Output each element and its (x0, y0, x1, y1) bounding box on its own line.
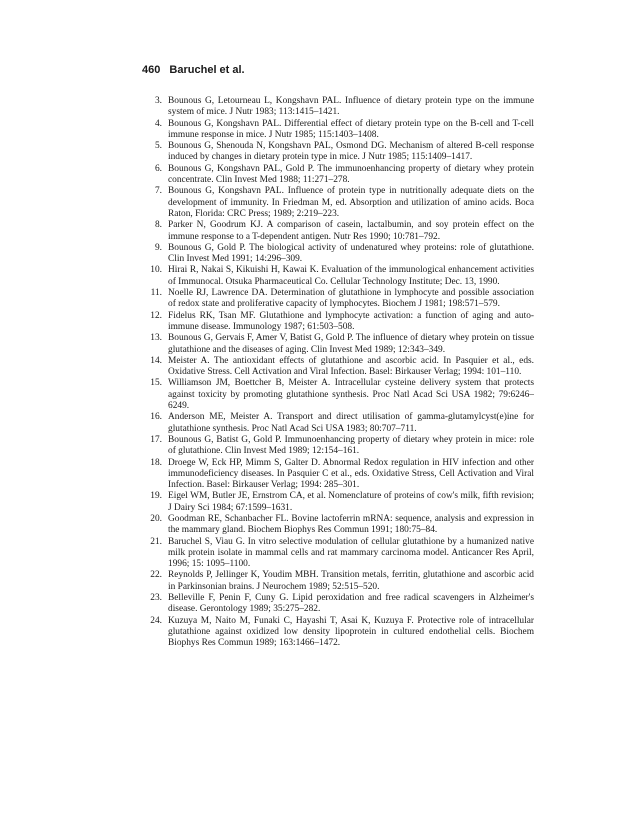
reference-item (142, 96, 534, 119)
reference-text: Goodman RE, Schanbacher FL. Bovine lactoferrin mRNA: sequence, analysis and expression in the mammary gland. Biochem Biophys Res Commun 1991; 180:75–84. (168, 513, 534, 536)
reference-item (142, 288, 534, 311)
reference-text: Meister A. The antioxidant effects of glutathione and ascorbic acid. In Pasquier et al., eds. Oxidative Stress. Cell Activation and Viral Infection. Basel: Birkauser Verlag; 1994: 101–110. (168, 355, 534, 378)
reference-text: Parker N, Goodrum KJ. A comparison of casein, lactalbumin, and soy protein effect on the immune response to a T-dependent antigen. Nutr Res 1990; 10:781–792. (168, 220, 534, 242)
reference-text: Bounous G, Kongshavn PAL. Influence of protein type in nutritionally adequate diets on the development of immunity. In Friedman M, ed. Absorption and utilization of amino acids. Boca Raton, Florida: CRC Press; 1989; 2:219–223. (168, 186, 534, 219)
reference-number: 8. (154, 220, 162, 231)
reference-item (142, 491, 534, 514)
reference-item (142, 616, 534, 650)
reference-item (142, 435, 534, 458)
reference-text: Noelle RJ, Lawrence DA. Determination of glutathione in lymphocyte and possible association of redox state and proliferative capacity of lymphocytes. Biochem J 1981; 198:571–579. (168, 288, 534, 310)
reference-text: Williamson JM, Boettcher B, Meister A. Intracellular cysteine delivery system that protects against toxicity by promoting glutathione synthesis. Proc Natl Acad Sci USA 1982; 79:6246–6249. (168, 378, 534, 412)
reference-item (142, 220, 534, 243)
reference-number: 14. (150, 355, 162, 366)
reference-number: 16. (150, 412, 162, 423)
reference-number: 11. (150, 288, 162, 299)
reference-number: 17. (150, 434, 162, 445)
reference-item (142, 570, 534, 593)
reference-text: Fidelus RK, Tsan MF. Glutathione and lymphocyte activation: a function of aging and auto-immune disease. Immunology 1987; 61:503–508. (168, 310, 534, 332)
reference-number: 4. (154, 118, 162, 129)
reference-number: 19. (150, 491, 162, 502)
running-title: Baruchel et al. (169, 64, 245, 76)
reference-item (142, 311, 534, 334)
reference-text: Bounous G, Batist G, Gold P. Immunoenhancing property of dietary whey protein in mice: role of glutathione. Clin Invest Med 1989; 12:154–161. (168, 434, 534, 457)
reference-item (142, 119, 534, 142)
reference-list (142, 96, 534, 650)
page-number: 460 (142, 64, 161, 76)
reference-number: 24. (150, 615, 162, 626)
running-header (142, 64, 245, 76)
reference-text: Bounous G, Shenouda N, Kongshavn PAL, Osmond DG. Mechanism of altered B-cell response induced by changes in dietary protein type in mice. J Nutr 1985; 115:1409–1417. (168, 141, 534, 163)
reference-text: Baruchel S, Viau G. In vitro selective modulation of cellular glutathione by a humanized native milk protein isolate in mammal cells and rat mammary carcinoma model. Anticancer Res April, 1996; 15: 1095–1100. (168, 536, 534, 570)
reference-number: 5. (154, 141, 162, 152)
reference-number: 21. (150, 536, 162, 547)
reference-text: Anderson ME, Meister A. Transport and direct utilisation of gamma-glutamylcyst(e)ine for glutathione synthesis. Proc Natl Acad Sci USA 1983; 80:707–711. (168, 412, 534, 434)
reference-number: 7. (154, 186, 162, 197)
reference-text: Bounous G, Letourneau L, Kongshavn PAL. Influence of dietary protein type on the immune system of mice. J Nutr 1983; 113:1415–1421. (168, 96, 534, 118)
reference-number: 6. (154, 163, 162, 174)
reference-text: Bounous G, Gervais F, Amer V, Batist G, Gold P. The influence of dietary whey protein on tissue glutathione and the diseases of aging. Clin Invest Med 1989; 12:343–349. (168, 333, 534, 355)
reference-text: Bounous G, Gold P. The biological activity of undenatured whey proteins: role of glutathione. Clin Invest Med 1991; 14:296–309. (168, 242, 534, 265)
reference-number: 23. (150, 593, 162, 604)
reference-item (142, 265, 534, 288)
reference-text: Bounous G, Kongshavn PAL, Gold P. The immunoenhancing property of dietary whey protein concentrate. Clin Invest Med 1988; 11:271–278. (168, 163, 534, 186)
reference-text: Droege W, Eck HP, Mimm S, Galter D. Abnormal Redox regulation in HIV infection and other immunodeficiency diseases. In Pasquier C et al., eds. Oxidative Stress, Cell Activation and Viral Infection. Basel: Birkauser Verlag; 1994: 285–301. (168, 457, 534, 491)
reference-item (142, 412, 534, 435)
reference-number: 3. (154, 96, 162, 106)
reference-item (142, 141, 534, 164)
reference-number: 15. (150, 378, 162, 389)
reference-item (142, 164, 534, 187)
reference-item (142, 593, 534, 616)
reference-number: 22. (150, 570, 162, 581)
reference-text: Belleville F, Penin F, Cuny G. Lipid peroxidation and free radical scavengers in Alzheimer's disease. Gerontology 1989; 35:275–282. (168, 593, 534, 615)
reference-item (142, 243, 534, 266)
reference-number: 18. (150, 457, 162, 468)
reference-number: 20. (150, 513, 162, 524)
reference-item (142, 333, 534, 356)
reference-text: Hirai R, Nakai S, Kikuishi H, Kawai K. Evaluation of the immunological enhancement activities of Immunocal. Otsuka Pharmaceutical Co. Cellular Technology Institute; Dec. 13, 1990. (168, 265, 534, 287)
reference-text: Eigel WM, Butler JE, Ernstrom CA, et al. Nomenclature of proteins of cow's milk, fifth revision; J Dairy Sci 1984; 67:1599–1631. (168, 491, 534, 513)
reference-number: 9. (154, 242, 162, 253)
reference-number: 10. (150, 265, 162, 276)
reference-text: Bounous G, Kongshavn PAL. Differential effect of dietary protein type on the B-cell and T-cell immune response in mice. J Nutr 1985; 115:1403–1408. (168, 118, 534, 140)
reference-item (142, 458, 534, 492)
reference-number: 13. (150, 333, 162, 344)
reference-item (142, 537, 534, 571)
reference-text: Kuzuya M, Naito M, Funaki C, Hayashi T, Asai K, Kuzuya F. Protective role of intracellular glutathione against oxidized low density lipoprotein in cultured endothelial cells. Biochem Biophys Res Commun 1989; 163:1466–1472. (168, 615, 534, 649)
reference-item (142, 186, 534, 220)
reference-item (142, 514, 534, 537)
reference-item (142, 356, 534, 379)
reference-item (142, 378, 534, 412)
reference-number: 12. (150, 310, 162, 321)
reference-text: Reynolds P, Jellinger K, Youdim MBH. Transition metals, ferritin, glutathione and ascorbic acid in Parkinsonian brains. J Neurochem 1989; 52:515–520. (168, 570, 534, 592)
